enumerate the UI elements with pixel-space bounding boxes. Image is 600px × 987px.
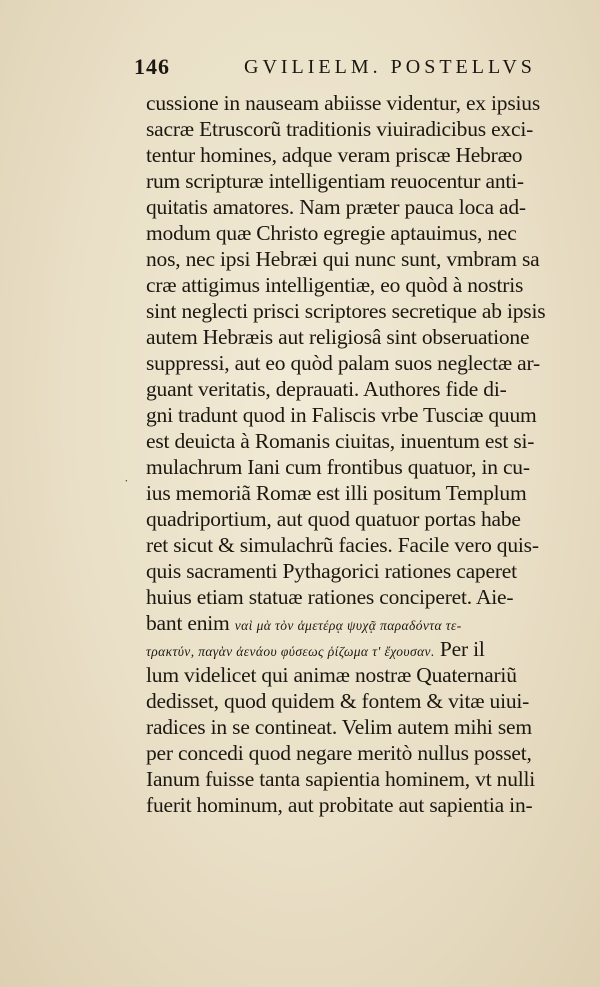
text-line: est deuicta à Romanis ciuitas, inuentum est si-	[146, 429, 535, 453]
text-line: cræ attigimus intelligentiæ, eo quòd à nostris	[146, 273, 524, 297]
text-fragment: bant enim	[146, 611, 230, 635]
text-line: quadriportium, aut quod quatuor portas habe	[146, 507, 521, 531]
text-line: guant veritatis, deprauati. Authores fide di-	[146, 377, 507, 401]
text-line: huius etiam statuæ rationes conciperet. Aie-	[146, 585, 514, 609]
text-line: mulachrum Iani cum frontibus quatuor, in cu-	[146, 455, 530, 479]
text-line: cussione in nauseam abiisse videntur, ex ipsius	[146, 91, 540, 115]
text-line: dedisset, quod quidem & fontem & vitæ uiui-	[146, 689, 530, 713]
text-line: per concedi quod negare meritò nullus posset,	[146, 741, 532, 765]
text-line: sacræ Etruscorũ traditionis viuiradicibus exci-	[146, 117, 534, 141]
text-line: ius memoriã Romæ est illi positum Templum	[146, 481, 527, 505]
greek-quote-line-2	[146, 636, 578, 662]
text-line: quitatis amatores. Nam præter pauca loca ad-	[146, 195, 526, 219]
text-line: gni tradunt quod in Faliscis vrbe Tusciæ quum	[146, 403, 537, 427]
margin-mark: ˙	[124, 478, 129, 493]
text-line: radices in se contineat. Velim autem mihi sem	[146, 715, 532, 739]
text-fragment: Per il	[439, 637, 485, 661]
greek-quote-line-1	[146, 610, 578, 636]
text-line: suppressi, aut eo quòd palam suos neglectæ ar-	[146, 351, 540, 375]
page-number: 146	[134, 54, 170, 79]
text-line: ret sicut & simulachrũ facies. Facile vero quis-	[146, 533, 539, 557]
text-line: fuerit hominum, aut probitate aut sapientia in-	[146, 793, 533, 817]
text-line: Ianum fuisse tanta sapientia hominem, vt nulli	[146, 767, 536, 791]
text-line: nos, nec ipsi Hebræi qui nunc sunt, vmbram sa	[146, 247, 540, 271]
text-line: sint neglecti prisci scriptores secretique ab ipsis	[146, 299, 546, 323]
text-line: lum videlicet qui animæ nostræ Quaternariũ	[146, 663, 517, 687]
page-header	[134, 50, 564, 84]
body-text	[146, 90, 578, 818]
running-head: GVILIELM. POSTELLVS	[244, 56, 536, 78]
text-line: modum quæ Christo egregie aptauimus, nec	[146, 221, 517, 245]
text-line: tentur homines, adque veram priscæ Hebræo	[146, 143, 523, 167]
greek-text: ναὶ μὰ τὸν ἁμετέρᾳ ψυχᾷ παραδόντα τε-	[234, 618, 462, 633]
text-line: autem Hebræis aut religiosâ sint obseruatione	[146, 325, 530, 349]
greek-text: τρακτύν, παγὰν ἀενάου φύσεως ῥίζωμα τ' ἔχουσαν.	[146, 644, 435, 659]
text-line: quis sacramenti Pythagorici rationes caperet	[146, 559, 517, 583]
text-line: rum scripturæ intelligentiam reuocentur anti-	[146, 169, 524, 193]
